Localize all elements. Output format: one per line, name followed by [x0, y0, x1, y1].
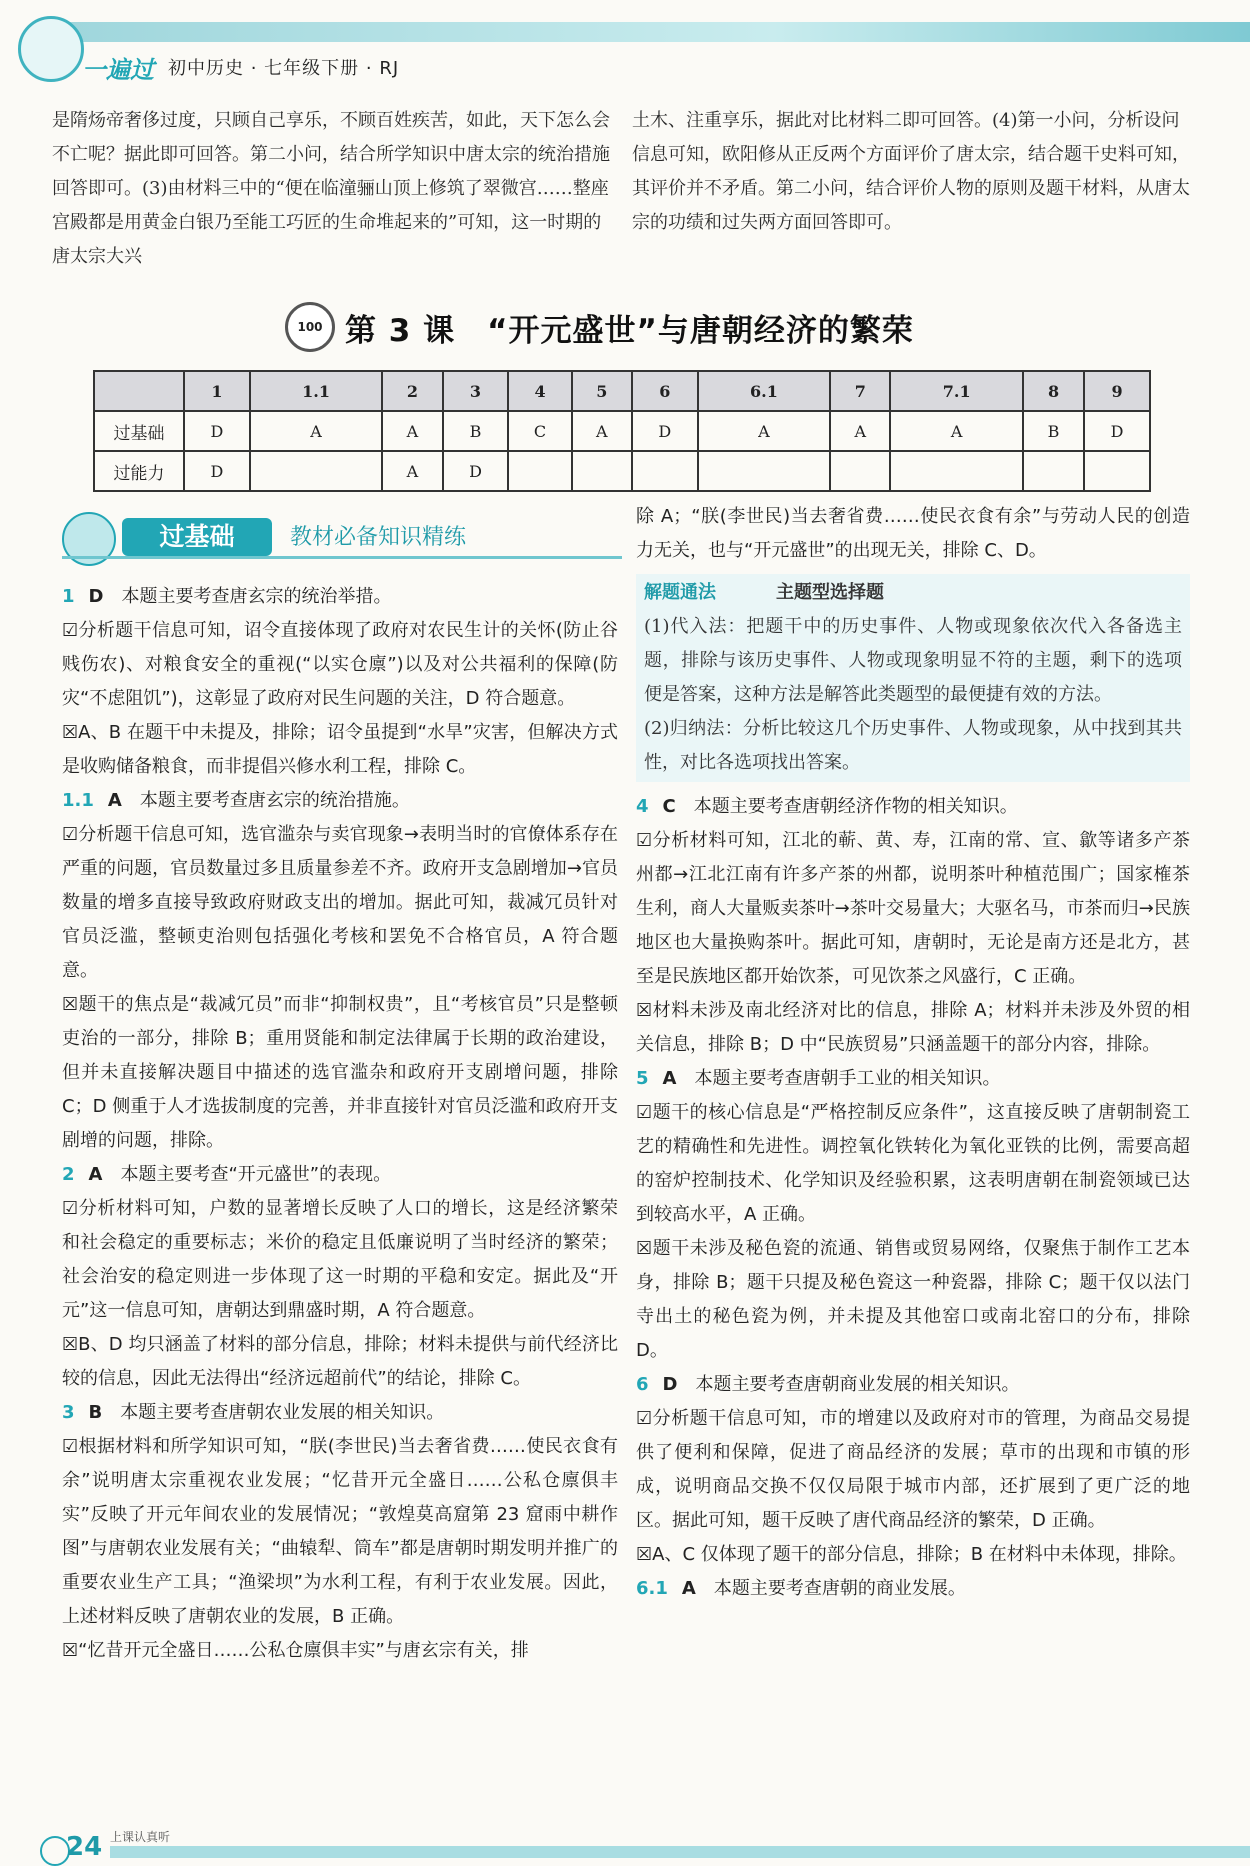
section-subtitle: 教材必备知识精练: [290, 525, 467, 550]
table-cell: B: [1023, 411, 1084, 451]
analysis-paragraph: ☑分析题干信息可知，市的增建以及政府对市的管理，为商品交易提供了便利和保障，促进了商品经济的发展；草市的出现和市镇的形成，说明商品交换不仅仅局限于城市内部，还扩展到了更广泛的地区。据此可知，题干反映了唐代商品经济的繁荣，D 正确。: [636, 1408, 1190, 1531]
question-number: 6: [636, 1374, 649, 1395]
table-cell: A: [830, 411, 890, 451]
question-2-heading: [62, 1158, 618, 1192]
method-tip-box: [636, 574, 1190, 782]
table-cell: D: [184, 451, 250, 491]
footer-label: 上课认真听: [110, 1830, 171, 1844]
question-answer: B: [88, 1402, 103, 1423]
page-footer: [0, 1826, 1250, 1864]
table-cell: 5: [572, 371, 632, 411]
section-divider: [62, 556, 622, 559]
table-cell: 6.1: [698, 371, 831, 411]
analysis-paragraph: ☑根据材料和所学知识可知，“朕(李世民)当去奢省费……使民衣食有余”说明唐太宗重视农业发展；“忆昔开元全盛日……公私仓廪俱丰实”反映了开元年间农业的发展情况；“敦煌莫高窟第 23 窟雨中耕作图”与唐朝农业发展有关；“曲辕犁、筒车”都是唐朝时期发明并推广的重要农业生产工具；“渔梁坝”为水利工程，有利于农业发展。因此，上述材料反映了唐朝农业的发展，B 正确。: [62, 1436, 618, 1627]
question-1-1-heading: [62, 784, 618, 818]
answer-table: [93, 370, 1151, 492]
table-row-label: 过能力: [94, 451, 184, 491]
question-topic: 本题主要考查唐朝商业发展的相关知识。: [695, 1374, 1020, 1395]
table-cell: A: [890, 411, 1023, 451]
table-cell: C: [508, 411, 571, 451]
table-cell: B: [443, 411, 509, 451]
question-topic: 本题主要考查唐玄宗的统治措施。: [139, 790, 410, 811]
lesson-badge-icon: 100: [285, 302, 335, 352]
question-6-1-heading: [636, 1572, 1190, 1606]
table-cell: [632, 451, 698, 491]
brand-logo-text: 一遍过: [82, 56, 154, 84]
left-column: [62, 580, 618, 1668]
table-cell: A: [250, 411, 383, 451]
table-cell: [1023, 451, 1084, 491]
exclusion-paragraph: ☒“忆昔开元全盛日……公私仓廪俱丰实”与唐玄宗有关，排: [62, 1640, 529, 1661]
table-cell: [1084, 451, 1150, 491]
exclusion-paragraph: ☒A、C 仅体现了题干的部分信息，排除；B 在材料中未体现，排除。: [636, 1544, 1187, 1565]
question-topic: 本题主要考查唐朝的商业发展。: [713, 1578, 966, 1599]
question-answer: A: [107, 790, 122, 811]
table-cell: [94, 371, 184, 411]
table-cell: D: [443, 451, 509, 491]
page-header: [0, 0, 1250, 84]
exclusion-paragraph: ☒题干未涉及秘色瓷的流通、销售或贸易网络，仅聚焦于制作工艺本身，排除 B；题干只提及秘色瓷这一种瓷器，排除 C；题干仅以法门寺出土的秘色瓷为例，并未提及其他窑口或南北窑口的分布，排除 D。: [636, 1238, 1190, 1361]
footer-band: [110, 1846, 1250, 1858]
section-header: [62, 512, 610, 562]
question-answer: A: [88, 1164, 103, 1185]
lesson-heading: [285, 300, 914, 354]
tip-label: 解题通法: [644, 582, 716, 603]
question-number: 1.1: [62, 790, 94, 811]
table-row-label: 过基础: [94, 411, 184, 451]
question-topic: 本题主要考查唐玄宗的统治举措。: [121, 586, 392, 607]
table-cell: [572, 451, 632, 491]
top-left-paragraph: 是隋炀帝奢侈过度，只顾自己享乐，不顾百姓疾苦，如此，天下怎么会不亡呢？据此即可回答。第二小问，结合所学知识中唐太宗的统治措施回答即可。(3)由材料三中的“便在临潼骊山顶上修筑了翠微宫……整座宫殿都是用黄金白银乃至能工巧匠的生命堆起来的”可知，这一时期的唐太宗大兴: [52, 110, 610, 267]
table-cell: [250, 451, 383, 491]
table-cell: 6: [632, 371, 698, 411]
right-column: [636, 500, 1190, 1606]
exclusion-paragraph: ☒B、D 均只涵盖了材料的部分信息，排除；材料未提供与前代经济比较的信息，因此无法得出“经济远超前代”的结论，排除 C。: [62, 1334, 618, 1389]
table-cell: D: [632, 411, 698, 451]
table-row: [94, 451, 1150, 491]
continuation-paragraph: 除 A；“朕(李世民)当去奢省费……使民衣食有余”与劳动人民的创造力无关，也与“开元盛世”的出现无关，排除 C、D。: [636, 506, 1190, 561]
question-answer: D: [88, 586, 104, 607]
tip-title: 主题型选择题: [776, 582, 884, 603]
table-cell: D: [184, 411, 250, 451]
table-cell: A: [698, 411, 831, 451]
question-number: 1: [62, 586, 75, 607]
table-cell: 2: [382, 371, 442, 411]
table-cell: 1.1: [250, 371, 383, 411]
analysis-paragraph: ☑分析材料可知，江北的蕲、黄、寿，江南的常、宣、歙等诸多产茶州都→江北江南有许多产茶的州都，说明茶叶种植范围广；国家榷茶生利，商人大量贩卖茶叶→茶叶交易量大；大驱名马，市茶而归→民族地区也大量换购茶叶。据此可知，唐朝时，无论是南方还是北方，甚至是民族地区都开始饮茶，可见饮茶之风盛行，C 正确。: [636, 830, 1190, 987]
question-4-heading: [636, 790, 1190, 824]
question-6-heading: [636, 1368, 1190, 1402]
question-answer: C: [662, 796, 676, 817]
analysis-paragraph: ☑分析题干信息可知，诏令直接体现了政府对农民生计的关怀(防止谷贱伤农)、对粮食安全的重视(“以实仓廪”)以及对公共福利的保障(防灾“不虑阻饥”)，这彰显了政府对民生问题的关注，D 符合题意。: [62, 620, 618, 709]
question-number: 2: [62, 1164, 75, 1185]
table-cell: 8: [1023, 371, 1084, 411]
analysis-paragraph: ☑题干的核心信息是“严格控制反应条件”，这直接反映了唐朝制瓷工艺的精确性和先进性。调控氧化铁转化为氧化亚铁的比例，需要高超的窑炉控制技术、化学知识及经验积累，这表明唐朝在制瓷领域已达到较高水平，A 正确。: [636, 1102, 1190, 1225]
table-cell: 7: [830, 371, 890, 411]
question-5-heading: [636, 1062, 1190, 1096]
exclusion-paragraph: ☒材料未涉及南北经济对比的信息，排除 A；材料并未涉及外贸的相关信息，排除 B；D 中“民族贸易”只涵盖题干的部分内容，排除。: [636, 1000, 1190, 1055]
question-number: 6.1: [636, 1578, 668, 1599]
question-topic: 本题主要考查“开元盛世”的表现。: [120, 1164, 392, 1185]
analysis-paragraph: ☑分析题干信息可知，选官滥杂与卖官现象→表明当时的官僚体系存在严重的问题，官员数量过多且质量参差不齐。政府开支急剧增加→官员数量的增多直接导致政府财政支出的增加。据此可知，裁减冗员针对官员泛滥，整顿吏治则包括强化考核和罢免不合格官员，A 符合题意。: [62, 824, 618, 981]
table-cell: A: [572, 411, 632, 451]
question-3-heading: [62, 1396, 618, 1430]
exclusion-paragraph: ☒题干的焦点是“裁减冗员”而非“抑制权贵”，且“考核官员”只是整顿吏治的一部分，排除 B；重用贤能和制定法律属于长期的政治建设，但并未直接解决题目中描述的选官滥杂和政府开支剧增问题，排除 C；D 侧重于人才选拔制度的完善，并非直接针对官员泛滥和政府开支剧增的问题，排除。: [62, 994, 618, 1151]
table-cell: 3: [443, 371, 509, 411]
tip-paragraph: (2)归纳法：分析比较这几个历史事件、人物或现象，从中找到其共性，对比各选项找出答案。: [644, 718, 1182, 773]
lesson-title: 第 3 课 “开元盛世”与唐朝经济的繁荣: [345, 312, 914, 349]
table-cell: 7.1: [890, 371, 1023, 411]
exclusion-paragraph: ☒A、B 在题干中未提及，排除；诏令虽提到“水旱”灾害，但解决方式是收购储备粮食，而非提倡兴修水利工程，排除 C。: [62, 722, 618, 777]
question-number: 3: [62, 1402, 75, 1423]
top-right-paragraph: 土木、注重享乐，据此对比材料二即可回答。(4)第一小问，分析设问信息可知，欧阳修从正反两个方面评价了唐太宗，结合题干史料可知，其评价并不矛盾。第二小问，结合评价人物的原则及题干材料，从唐太宗的功绩和过失两方面回答即可。: [632, 110, 1190, 233]
header-band: [60, 22, 1250, 42]
table-cell: 9: [1084, 371, 1150, 411]
page-number: 24: [66, 1832, 103, 1862]
table-row: [94, 411, 1150, 451]
table-cell: [698, 451, 831, 491]
question-topic: 本题主要考查唐朝经济作物的相关知识。: [693, 796, 1018, 817]
question-number: 4: [636, 796, 649, 817]
table-cell: A: [382, 451, 442, 491]
tip-paragraph: (1)代入法：把题干中的历史事件、人物或现象依次代入各备选主题，排除与该历史事件、人物或现象明显不符的主题，剩下的选项便是答案，这种方法是解答此类题型的最便捷有效的方法。: [644, 616, 1182, 705]
book-subtitle: 初中历史 · 七年级下册 · RJ: [168, 58, 400, 79]
mascot-logo-icon: [18, 16, 84, 82]
question-answer: A: [681, 1578, 696, 1599]
question-number: 5: [636, 1068, 649, 1089]
question-topic: 本题主要考查唐朝农业发展的相关知识。: [120, 1402, 445, 1423]
table-cell: 4: [508, 371, 571, 411]
tip-header: [644, 576, 1182, 610]
section-badge: 过基础: [122, 518, 272, 556]
answer-table-header: [94, 371, 1150, 411]
table-cell: [890, 451, 1023, 491]
question-answer: D: [662, 1374, 678, 1395]
table-cell: A: [382, 411, 442, 451]
table-cell: 1: [184, 371, 250, 411]
question-1-heading: [62, 580, 618, 614]
table-cell: [508, 451, 571, 491]
table-cell: [830, 451, 890, 491]
table-cell: D: [1084, 411, 1150, 451]
question-topic: 本题主要考查唐朝手工业的相关知识。: [694, 1068, 1001, 1089]
analysis-paragraph: ☑分析材料可知，户数的显著增长反映了人口的增长，这是经济繁荣和社会稳定的重要标志；米价的稳定且低廉说明了当时经济的繁荣；社会治安的稳定则进一步体现了这一时期的平稳和安定。据此及“开元”这一信息可知，唐朝达到鼎盛时期，A 符合题意。: [62, 1198, 618, 1321]
question-answer: A: [662, 1068, 677, 1089]
